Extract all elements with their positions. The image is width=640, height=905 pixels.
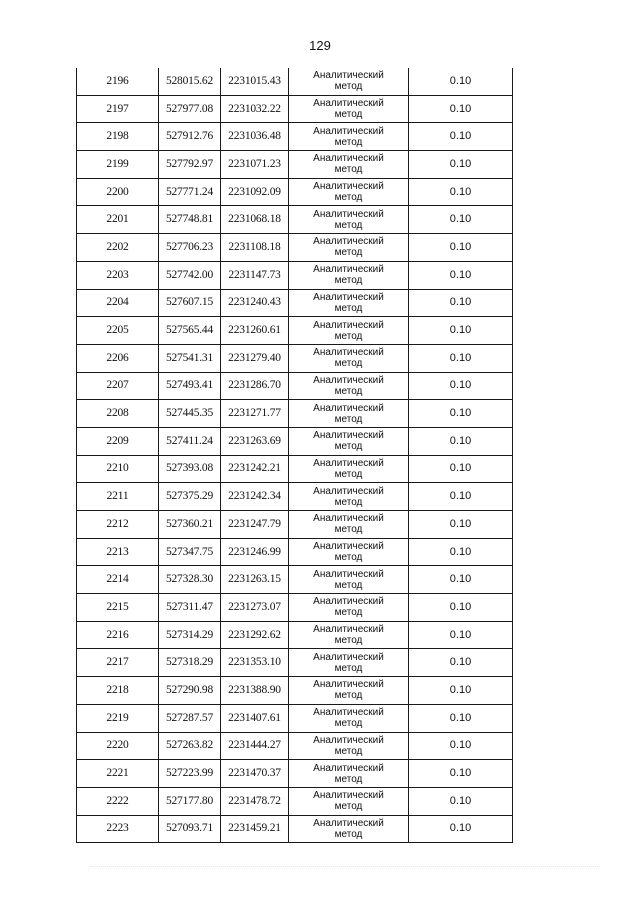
point-number-cell: 2222: [77, 787, 159, 815]
y-coordinate-cell: 2231068.18: [221, 206, 289, 234]
scan-artifact-line: [90, 866, 600, 871]
accuracy-value-cell: 0.10: [409, 566, 513, 594]
y-coordinate-cell: 2231032.22: [221, 95, 289, 123]
x-coordinate-cell: 527792.97: [159, 151, 221, 179]
y-coordinate-cell: 2231263.69: [221, 427, 289, 455]
x-coordinate-cell: 527093.71: [159, 815, 221, 843]
method-line-2: метод: [334, 192, 363, 204]
x-coordinate-cell: 527912.76: [159, 123, 221, 151]
method-line-1: Аналитический: [313, 70, 384, 82]
method-line-1: Аналитический: [313, 707, 384, 719]
x-coordinate-cell: 527771.24: [159, 178, 221, 206]
accuracy-value-cell: 0.10: [409, 427, 513, 455]
y-coordinate-cell: 2231242.21: [221, 455, 289, 483]
table-row: [77, 677, 513, 705]
accuracy-value-cell: 0.10: [409, 344, 513, 372]
table-body: [77, 68, 513, 843]
point-number-cell: 2200: [77, 178, 159, 206]
table-row: [77, 483, 513, 511]
point-number-cell: 2219: [77, 704, 159, 732]
method-cell: [289, 483, 409, 511]
method-line-2: метод: [334, 718, 363, 730]
table-row: [77, 206, 513, 234]
x-coordinate-cell: 527314.29: [159, 621, 221, 649]
accuracy-value-cell: 0.10: [409, 538, 513, 566]
method-line-1: Аналитический: [313, 153, 384, 165]
method-cell: [289, 427, 409, 455]
method-line-1: Аналитический: [313, 291, 384, 303]
method-line-2: метод: [334, 385, 363, 397]
accuracy-value-cell: 0.10: [409, 234, 513, 262]
accuracy-value-cell: 0.10: [409, 317, 513, 345]
method-line-2: метод: [334, 552, 363, 564]
accuracy-value-cell: 0.10: [409, 123, 513, 151]
method-line-1: Аналитический: [313, 790, 384, 802]
accuracy-value-cell: 0.10: [409, 649, 513, 677]
y-coordinate-cell: 2231273.07: [221, 594, 289, 622]
method-line-1: Аналитический: [313, 513, 384, 525]
method-cell: [289, 95, 409, 123]
y-coordinate-cell: 2231459.21: [221, 815, 289, 843]
method-line-1: Аналитический: [313, 651, 384, 663]
method-line-2: метод: [334, 745, 363, 757]
method-line-1: Аналитический: [313, 679, 384, 691]
method-line-2: метод: [334, 662, 363, 674]
method-line-2: метод: [334, 247, 363, 259]
x-coordinate-cell: 527541.31: [159, 344, 221, 372]
point-number-cell: 2213: [77, 538, 159, 566]
x-coordinate-cell: 527328.30: [159, 566, 221, 594]
point-number-cell: 2205: [77, 317, 159, 345]
method-line-1: Аналитический: [313, 541, 384, 553]
method-line-2: метод: [334, 607, 363, 619]
method-line-1: Аналитический: [313, 319, 384, 331]
y-coordinate-cell: 2231286.70: [221, 372, 289, 400]
table-row: [77, 704, 513, 732]
accuracy-value-cell: 0.10: [409, 621, 513, 649]
accuracy-value-cell: 0.10: [409, 289, 513, 317]
point-number-cell: 2203: [77, 261, 159, 289]
table-row: [77, 289, 513, 317]
method-line-1: Аналитический: [313, 485, 384, 497]
point-number-cell: 2206: [77, 344, 159, 372]
method-cell: [289, 787, 409, 815]
table-row: [77, 511, 513, 539]
accuracy-value-cell: 0.10: [409, 787, 513, 815]
table-row: [77, 95, 513, 123]
table-row: [77, 123, 513, 151]
accuracy-value-cell: 0.10: [409, 677, 513, 705]
accuracy-value-cell: 0.10: [409, 372, 513, 400]
y-coordinate-cell: 2231036.48: [221, 123, 289, 151]
method-line-2: метод: [334, 109, 363, 121]
y-coordinate-cell: 2231247.79: [221, 511, 289, 539]
method-line-2: метод: [334, 81, 363, 93]
x-coordinate-cell: 527748.81: [159, 206, 221, 234]
x-coordinate-cell: 527287.57: [159, 704, 221, 732]
table-row: [77, 649, 513, 677]
method-cell: [289, 400, 409, 428]
y-coordinate-cell: 2231407.61: [221, 704, 289, 732]
point-number-cell: 2223: [77, 815, 159, 843]
x-coordinate-cell: 527565.44: [159, 317, 221, 345]
table-row: [77, 455, 513, 483]
method-line-1: Аналитический: [313, 347, 384, 359]
table-row: [77, 787, 513, 815]
table-row: [77, 68, 513, 95]
accuracy-value-cell: 0.10: [409, 95, 513, 123]
y-coordinate-cell: 2231292.62: [221, 621, 289, 649]
method-cell: [289, 206, 409, 234]
x-coordinate-cell: 527311.47: [159, 594, 221, 622]
method-line-1: Аналитический: [313, 208, 384, 220]
method-line-2: метод: [334, 441, 363, 453]
x-coordinate-cell: 527360.21: [159, 511, 221, 539]
point-number-cell: 2207: [77, 372, 159, 400]
accuracy-value-cell: 0.10: [409, 400, 513, 428]
point-number-cell: 2201: [77, 206, 159, 234]
y-coordinate-cell: 2231240.43: [221, 289, 289, 317]
method-cell: [289, 261, 409, 289]
method-cell: [289, 234, 409, 262]
method-cell: [289, 594, 409, 622]
method-cell: [289, 317, 409, 345]
method-line-2: метод: [334, 773, 363, 785]
method-line-2: метод: [334, 635, 363, 647]
accuracy-value-cell: 0.10: [409, 704, 513, 732]
coordinates-table: [76, 68, 513, 843]
table-row: [77, 815, 513, 843]
x-coordinate-cell: 527318.29: [159, 649, 221, 677]
table-row: [77, 372, 513, 400]
y-coordinate-cell: 2231260.61: [221, 317, 289, 345]
method-line-2: метод: [334, 164, 363, 176]
accuracy-value-cell: 0.10: [409, 483, 513, 511]
x-coordinate-cell: 527263.82: [159, 732, 221, 760]
x-coordinate-cell: 527223.99: [159, 760, 221, 788]
y-coordinate-cell: 2231478.72: [221, 787, 289, 815]
method-cell: [289, 455, 409, 483]
point-number-cell: 2210: [77, 455, 159, 483]
table-row: [77, 234, 513, 262]
x-coordinate-cell: 527375.29: [159, 483, 221, 511]
table-row: [77, 178, 513, 206]
y-coordinate-cell: 2231108.18: [221, 234, 289, 262]
method-line-2: метод: [334, 496, 363, 508]
x-coordinate-cell: 527706.23: [159, 234, 221, 262]
method-line-1: Аналитический: [313, 236, 384, 248]
table-row: [77, 538, 513, 566]
point-number-cell: 2220: [77, 732, 159, 760]
method-line-2: метод: [334, 275, 363, 287]
method-cell: [289, 68, 409, 95]
accuracy-value-cell: 0.10: [409, 455, 513, 483]
y-coordinate-cell: 2231353.10: [221, 649, 289, 677]
method-line-2: метод: [334, 330, 363, 342]
page-number: 129: [309, 38, 331, 53]
method-cell: [289, 123, 409, 151]
method-cell: [289, 372, 409, 400]
point-number-cell: 2209: [77, 427, 159, 455]
method-cell: [289, 815, 409, 843]
point-number-cell: 2196: [77, 68, 159, 95]
method-line-2: метод: [334, 136, 363, 148]
y-coordinate-cell: 2231444.27: [221, 732, 289, 760]
method-cell: [289, 621, 409, 649]
coordinates-table-container: [76, 68, 512, 843]
method-line-1: Аналитический: [313, 568, 384, 580]
accuracy-value-cell: 0.10: [409, 732, 513, 760]
table-row: [77, 427, 513, 455]
method-cell: [289, 704, 409, 732]
accuracy-value-cell: 0.10: [409, 68, 513, 95]
method-line-1: Аналитический: [313, 125, 384, 137]
y-coordinate-cell: 2231388.90: [221, 677, 289, 705]
y-coordinate-cell: 2231263.15: [221, 566, 289, 594]
point-number-cell: 2208: [77, 400, 159, 428]
method-line-1: Аналитический: [313, 624, 384, 636]
x-coordinate-cell: 528015.62: [159, 68, 221, 95]
y-coordinate-cell: 2231246.99: [221, 538, 289, 566]
table-row: [77, 400, 513, 428]
method-cell: [289, 760, 409, 788]
method-cell: [289, 511, 409, 539]
table-row: [77, 621, 513, 649]
x-coordinate-cell: 527493.41: [159, 372, 221, 400]
y-coordinate-cell: 2231271.77: [221, 400, 289, 428]
x-coordinate-cell: 527607.15: [159, 289, 221, 317]
point-number-cell: 2204: [77, 289, 159, 317]
y-coordinate-cell: 2231279.40: [221, 344, 289, 372]
point-number-cell: 2218: [77, 677, 159, 705]
x-coordinate-cell: 527411.24: [159, 427, 221, 455]
x-coordinate-cell: 527742.00: [159, 261, 221, 289]
method-cell: [289, 677, 409, 705]
point-number-cell: 2197: [77, 95, 159, 123]
y-coordinate-cell: 2231071.23: [221, 151, 289, 179]
method-cell: [289, 289, 409, 317]
method-line-2: метод: [334, 358, 363, 370]
method-line-2: метод: [334, 302, 363, 314]
method-line-1: Аналитический: [313, 98, 384, 110]
point-number-cell: 2221: [77, 760, 159, 788]
x-coordinate-cell: 527977.08: [159, 95, 221, 123]
method-line-1: Аналитический: [313, 817, 384, 829]
method-line-1: Аналитический: [313, 734, 384, 746]
table-row: [77, 261, 513, 289]
method-cell: [289, 538, 409, 566]
table-row: [77, 344, 513, 372]
y-coordinate-cell: 2231470.37: [221, 760, 289, 788]
point-number-cell: 2199: [77, 151, 159, 179]
method-cell: [289, 151, 409, 179]
method-line-2: метод: [334, 690, 363, 702]
method-line-2: метод: [334, 413, 363, 425]
accuracy-value-cell: 0.10: [409, 206, 513, 234]
method-line-1: Аналитический: [313, 596, 384, 608]
x-coordinate-cell: 527347.75: [159, 538, 221, 566]
table-row: [77, 151, 513, 179]
method-line-1: Аналитический: [313, 430, 384, 442]
method-line-2: метод: [334, 524, 363, 536]
x-coordinate-cell: 527290.98: [159, 677, 221, 705]
accuracy-value-cell: 0.10: [409, 594, 513, 622]
table-row: [77, 317, 513, 345]
method-line-1: Аналитический: [313, 457, 384, 469]
y-coordinate-cell: 2231242.34: [221, 483, 289, 511]
accuracy-value-cell: 0.10: [409, 815, 513, 843]
method-line-1: Аналитический: [313, 402, 384, 414]
y-coordinate-cell: 2231147.73: [221, 261, 289, 289]
method-cell: [289, 344, 409, 372]
method-cell: [289, 178, 409, 206]
accuracy-value-cell: 0.10: [409, 760, 513, 788]
x-coordinate-cell: 527445.35: [159, 400, 221, 428]
method-line-2: метод: [334, 579, 363, 591]
point-number-cell: 2217: [77, 649, 159, 677]
method-line-2: метод: [334, 468, 363, 480]
table-row: [77, 566, 513, 594]
accuracy-value-cell: 0.10: [409, 178, 513, 206]
y-coordinate-cell: 2231015.43: [221, 68, 289, 95]
method-line-2: метод: [334, 828, 363, 840]
x-coordinate-cell: 527393.08: [159, 455, 221, 483]
method-line-1: Аналитический: [313, 181, 384, 193]
point-number-cell: 2202: [77, 234, 159, 262]
point-number-cell: 2215: [77, 594, 159, 622]
accuracy-value-cell: 0.10: [409, 261, 513, 289]
method-cell: [289, 649, 409, 677]
method-cell: [289, 732, 409, 760]
accuracy-value-cell: 0.10: [409, 151, 513, 179]
point-number-cell: 2216: [77, 621, 159, 649]
accuracy-value-cell: 0.10: [409, 511, 513, 539]
method-line-2: метод: [334, 801, 363, 813]
table-row: [77, 732, 513, 760]
point-number-cell: 2214: [77, 566, 159, 594]
method-line-1: Аналитический: [313, 762, 384, 774]
point-number-cell: 2212: [77, 511, 159, 539]
x-coordinate-cell: 527177.80: [159, 787, 221, 815]
method-line-2: метод: [334, 219, 363, 231]
y-coordinate-cell: 2231092.09: [221, 178, 289, 206]
method-line-1: Аналитический: [313, 264, 384, 276]
table-row: [77, 760, 513, 788]
point-number-cell: 2198: [77, 123, 159, 151]
method-line-1: Аналитический: [313, 374, 384, 386]
method-cell: [289, 566, 409, 594]
point-number-cell: 2211: [77, 483, 159, 511]
table-row: [77, 594, 513, 622]
